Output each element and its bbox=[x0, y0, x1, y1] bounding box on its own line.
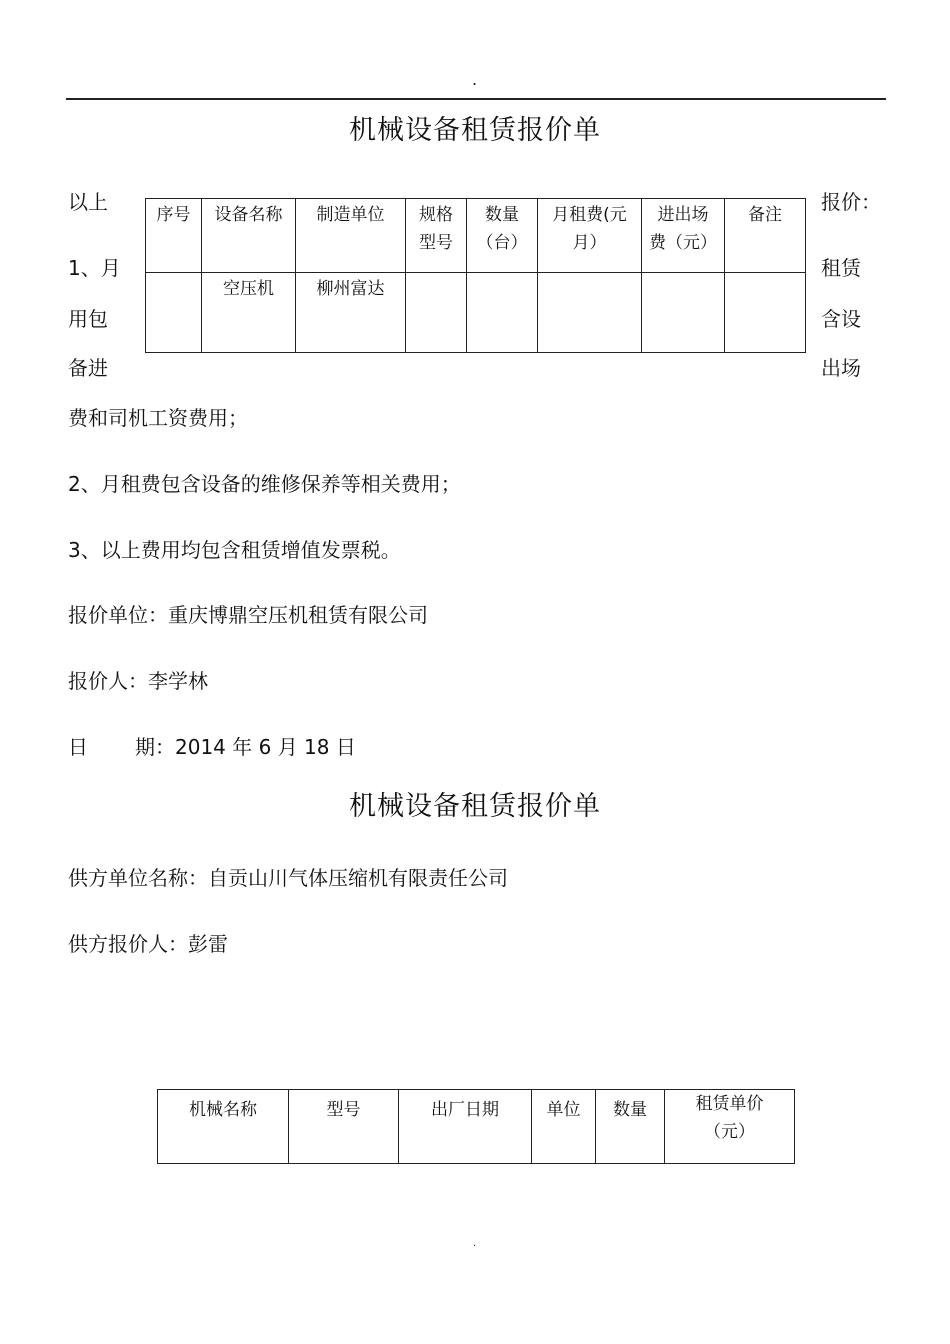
header-cell-monthly-rent: 月租费(元 月） bbox=[538, 199, 642, 273]
table-cell bbox=[467, 273, 538, 353]
header-cell-unit: 单位 bbox=[532, 1090, 596, 1164]
header-cell-manufacturer: 制造单位 bbox=[296, 199, 406, 273]
header-cell-machine-name: 机械名称 bbox=[158, 1090, 289, 1164]
paragraph-maintenance: 2、月租费包含设备的维修保养等相关费用； bbox=[68, 472, 461, 496]
table-cell bbox=[146, 273, 202, 353]
quote-date: 期：2014 年 6 月 18 日 bbox=[135, 735, 356, 759]
table-cell bbox=[406, 273, 467, 353]
header-cell-model: 型号 bbox=[289, 1090, 399, 1164]
side-left-1: 以上 bbox=[68, 190, 108, 214]
header-cell-quantity: 数量 bbox=[596, 1090, 665, 1164]
table-row bbox=[146, 273, 806, 353]
table-cell bbox=[538, 273, 642, 353]
quote-unit: 报价单位：重庆博鼎空压机租赁有限公司 bbox=[68, 603, 428, 627]
paragraph-tax: 3、以上费用均包含租赁增值发票税。 bbox=[68, 538, 401, 562]
header-cell-manufacture-date: 出厂日期 bbox=[399, 1090, 532, 1164]
side-left-2: 1、月 bbox=[68, 256, 121, 280]
paragraph-fee-tail: 费和司机工资费用； bbox=[68, 406, 248, 430]
supplier-quoter: 供方报价人：彭雷 bbox=[68, 932, 228, 956]
table-cell bbox=[725, 273, 806, 353]
header-dot: . bbox=[472, 70, 478, 89]
machine-price-table bbox=[157, 1089, 795, 1164]
table-cell bbox=[642, 273, 725, 353]
header-cell-rental-price: 租赁单价 （元） bbox=[665, 1090, 795, 1164]
table-header-row bbox=[146, 199, 806, 273]
page-title: 机械设备租赁报价单 bbox=[349, 115, 601, 146]
date-label-day: 日 bbox=[68, 735, 88, 759]
side-right-4: 出场 bbox=[821, 356, 861, 380]
header-cell-remarks: 备注 bbox=[725, 199, 806, 273]
equipment-table bbox=[145, 198, 806, 353]
header-cell-device-name: 设备名称 bbox=[202, 199, 296, 273]
quoter: 报价人：李学林 bbox=[68, 669, 208, 693]
section-title: 机械设备租赁报价单 bbox=[349, 791, 601, 822]
side-right-1: 报价： bbox=[821, 190, 881, 214]
header-cell-index: 序号 bbox=[146, 199, 202, 273]
table-cell: 柳州富达 bbox=[296, 273, 406, 353]
header-cell-transport-fee: 进出场 费（元） bbox=[642, 199, 725, 273]
side-right-2: 租赁 bbox=[821, 256, 861, 280]
side-right-3: 含设 bbox=[821, 307, 861, 331]
footer-dot: . bbox=[473, 1238, 477, 1249]
header-cell-spec-model: 规格 型号 bbox=[406, 199, 467, 273]
supplier-name: 供方单位名称：自贡山川气体压缩机有限责任公司 bbox=[68, 866, 508, 890]
side-left-4: 备进 bbox=[68, 356, 108, 380]
table-header-row bbox=[158, 1090, 795, 1164]
table-cell: 空压机 bbox=[202, 273, 296, 353]
header-cell-quantity: 数量 （台） bbox=[467, 199, 538, 273]
side-left-3: 用包 bbox=[68, 307, 108, 331]
header-rule bbox=[66, 98, 886, 100]
